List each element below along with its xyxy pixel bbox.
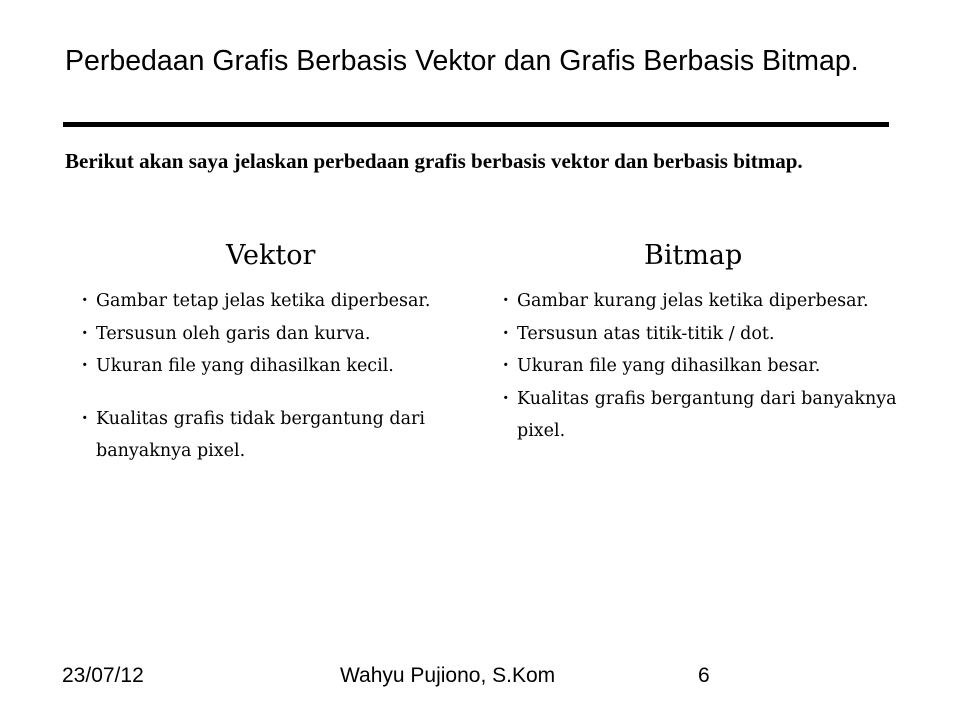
list-item <box>497 318 897 351</box>
vektor-bullet-list <box>76 285 486 468</box>
vektor-heading: Vektor <box>226 240 316 271</box>
bullet-text: Gambar kurang jelas ketika diperbesar. <box>517 291 869 311</box>
footer-author: Wahyu Pujiono, S.Kom <box>340 664 556 687</box>
bullet-icon: ・ <box>76 291 94 311</box>
list-item <box>76 350 486 383</box>
bullet-icon: ・ <box>497 291 515 311</box>
bullet-text: Kualitas grafis tidak bergantung dari banyaknya pixel. <box>96 408 426 461</box>
bullet-icon: ・ <box>497 388 515 409</box>
bullet-icon: ・ <box>76 356 94 376</box>
list-item <box>497 285 897 318</box>
slide-title: Perbedaan Grafis Berbasis Vektor dan Grafis Berbasis Bitmap. <box>65 45 859 77</box>
bullet-text: Kualitas grafis bergantung dari banyaknya pixel. <box>517 388 897 441</box>
title-divider <box>63 122 889 127</box>
bullet-icon: ・ <box>497 323 515 344</box>
bitmap-heading: Bitmap <box>644 240 743 271</box>
bullet-icon: ・ <box>497 356 515 376</box>
bullet-text: Gambar tetap jelas ketika diperbesar. <box>96 291 431 311</box>
bullet-text: Ukuran file yang dihasilkan besar. <box>517 356 821 376</box>
bullet-text: Tersusun oleh garis dan kurva. <box>96 323 371 344</box>
intro-paragraph: Berikut akan saya jelaskan perbedaan grafis berbasis vektor dan berbasis bitmap. <box>65 149 803 173</box>
list-item <box>76 285 486 318</box>
bullet-text: Ukuran file yang dihasilkan kecil. <box>96 356 394 376</box>
list-item <box>76 403 486 468</box>
bitmap-bullet-list <box>497 285 897 448</box>
bullet-icon: ・ <box>76 408 94 429</box>
footer-date: 23/07/12 <box>62 664 144 687</box>
list-item <box>497 350 897 383</box>
bullet-icon: ・ <box>76 323 94 344</box>
list-item <box>497 383 897 448</box>
page-number: 6 <box>698 664 710 687</box>
bullet-text: Tersusun atas titik-titik / dot. <box>517 323 775 344</box>
list-item <box>76 318 486 351</box>
